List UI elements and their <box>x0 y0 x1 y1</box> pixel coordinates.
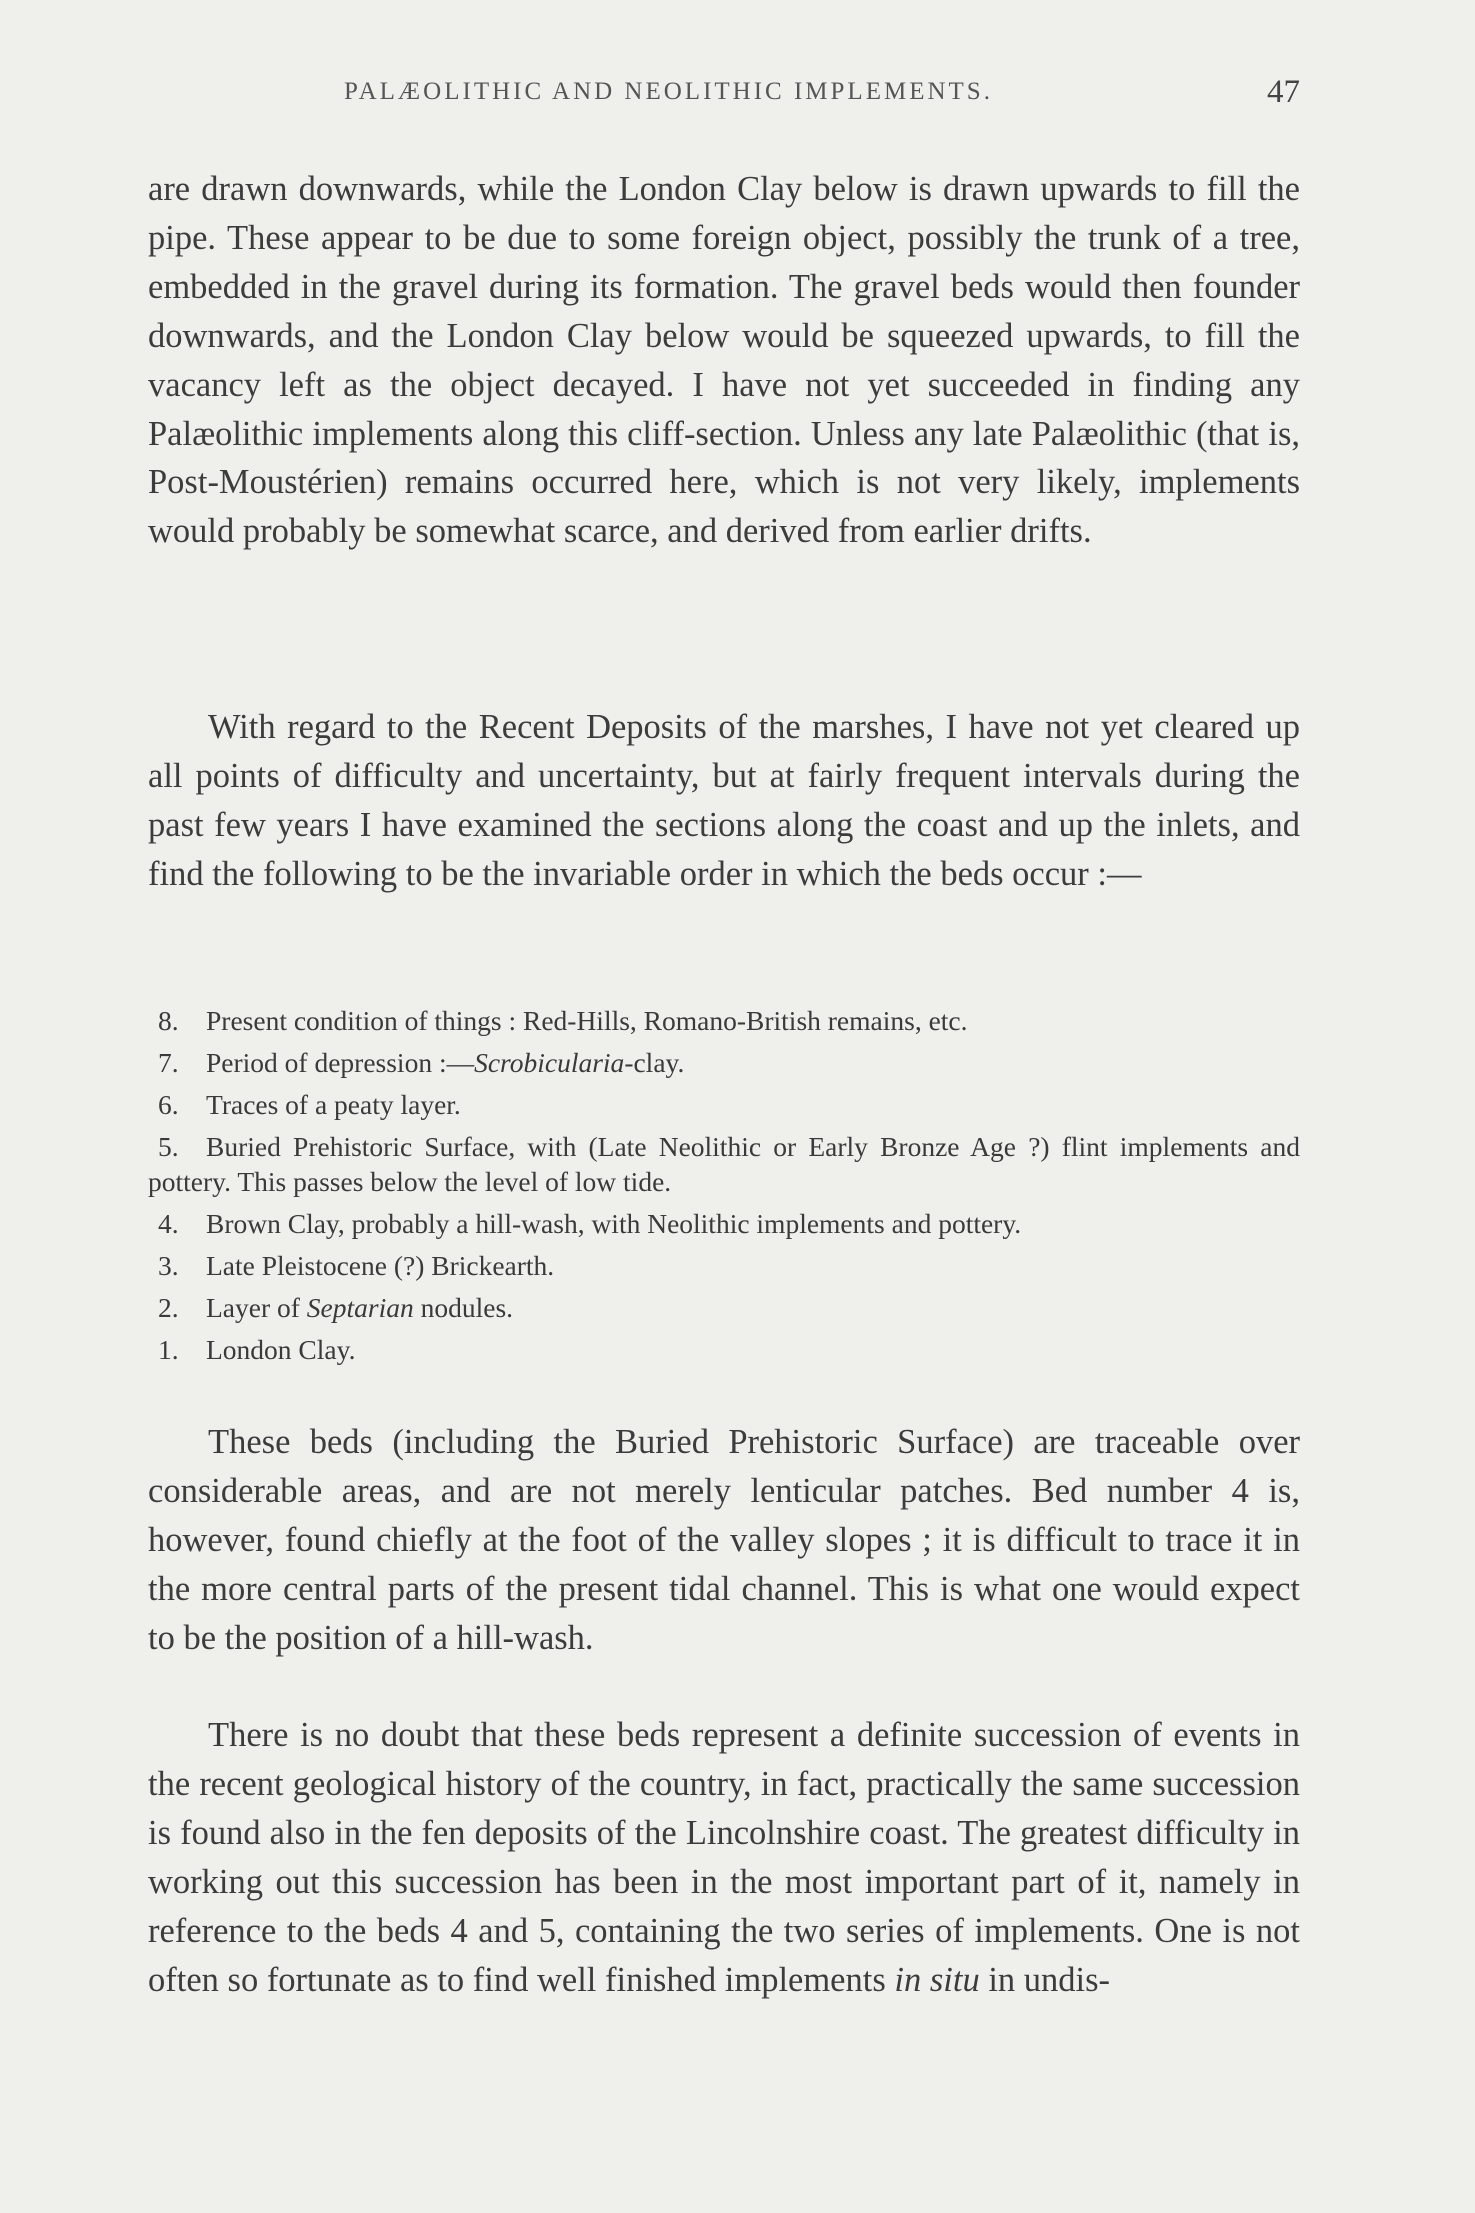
item-number: 3. <box>158 1250 179 1281</box>
paragraph-succession <box>148 1711 1300 2004</box>
item-text-suffix: -clay. <box>624 1047 685 1078</box>
item-text-suffix: nodules. <box>413 1292 514 1323</box>
item-italic-term: Septarian <box>306 1292 414 1323</box>
item-number: 8. <box>158 1005 179 1036</box>
list-item <box>148 1332 1300 1367</box>
bed-sequence-list <box>148 1003 1300 1374</box>
list-item <box>148 1003 1300 1038</box>
item-text: Brown Clay, probably a hill-wash, with Neolithic implements and pottery. <box>206 1208 1022 1239</box>
item-text: Late Pleistocene (?) Brickearth. <box>206 1250 555 1281</box>
paragraph-pipe-description <box>148 165 1300 556</box>
paragraph-text-start: There is no doubt that these beds represent a definite succession of events in the recent geological history of the country, in fact, practically the same succession is found also in the fen deposits of the Lincolnshire coast. The greatest difficulty in working out this succession has been in the most important part of it, namely in reference to the beds 4 and 5, containing the two series of implements. One is not often so fortunate as to find well finished implements <box>148 1716 1300 1999</box>
item-number: 7. <box>158 1047 179 1078</box>
item-number: 6. <box>158 1089 179 1120</box>
page-number: 47 <box>1267 74 1300 110</box>
list-item <box>148 1129 1300 1199</box>
item-number: 5. <box>158 1131 179 1162</box>
item-text: Traces of a peaty layer. <box>206 1089 461 1120</box>
paragraph-text-end: in undis- <box>988 1960 1111 1999</box>
item-text: Period of depression :— <box>206 1047 475 1078</box>
list-item <box>148 1045 1300 1080</box>
item-text: London Clay. <box>206 1334 356 1365</box>
paragraph-recent-deposits <box>148 703 1300 899</box>
paragraph-text: These beds (including the Buried Prehistoric Surface) are traceable over considerable areas, and are not merely lenticular patches. Bed number 4 is, however, found chiefly at the foot of the valley slopes ; it is difficult to trace it in the more central parts of the present tidal channel. This is what one would expect to be the position of a hill-wash. <box>148 1423 1300 1657</box>
paragraph-text: With regard to the Recent Deposits of the marshes, I have not yet cleared up all points of difficulty and uncertainty, but at fairly frequent intervals during the past few years I have examined the sections along the coast and up the inlets, and find the following to be the invariable order in which the beds occur :— <box>148 708 1300 893</box>
item-text: Layer of <box>206 1292 307 1323</box>
running-head <box>148 74 1300 114</box>
item-number: 4. <box>158 1208 179 1239</box>
list-item <box>148 1290 1300 1325</box>
running-title: PALÆOLITHIC AND NEOLITHIC IMPLEMENTS. <box>344 78 993 105</box>
italic-phrase: in situ <box>894 1960 980 1999</box>
item-number: 1. <box>158 1334 179 1365</box>
paragraph-beds-traceable <box>148 1418 1300 1663</box>
list-item <box>148 1206 1300 1241</box>
item-text: Buried Prehistoric Surface, with (Late Neolithic or Early Bronze Age ?) flint implements and pottery. This passes below the level of low tide. <box>148 1131 1300 1197</box>
list-item <box>148 1248 1300 1283</box>
item-number: 2. <box>158 1292 179 1323</box>
paragraph-text: are drawn downwards, while the London Clay below is drawn upwards to fill the pipe. These appear to be due to some foreign object, possibly the trunk of a tree, embedded in the gravel during its formation. The gravel beds would then founder downwards, and the London Clay below would be squeezed upwards, to fill the vacancy left as the object decayed. I have not yet succeeded in finding any Palæolithic implements along this cliff-section. Unless any late Palæolithic (that is, Post-Moustérien) remains occurred here, which is not very likely, implements would probably be somewhat scarce, and derived from earlier drifts. <box>148 170 1300 551</box>
list-item <box>148 1087 1300 1122</box>
item-text: Present condition of things : Red-Hills, Romano-British remains, etc. <box>206 1005 968 1036</box>
paragraph-text <box>148 1711 1300 2004</box>
item-italic-term: Scrobicularia <box>474 1047 625 1078</box>
